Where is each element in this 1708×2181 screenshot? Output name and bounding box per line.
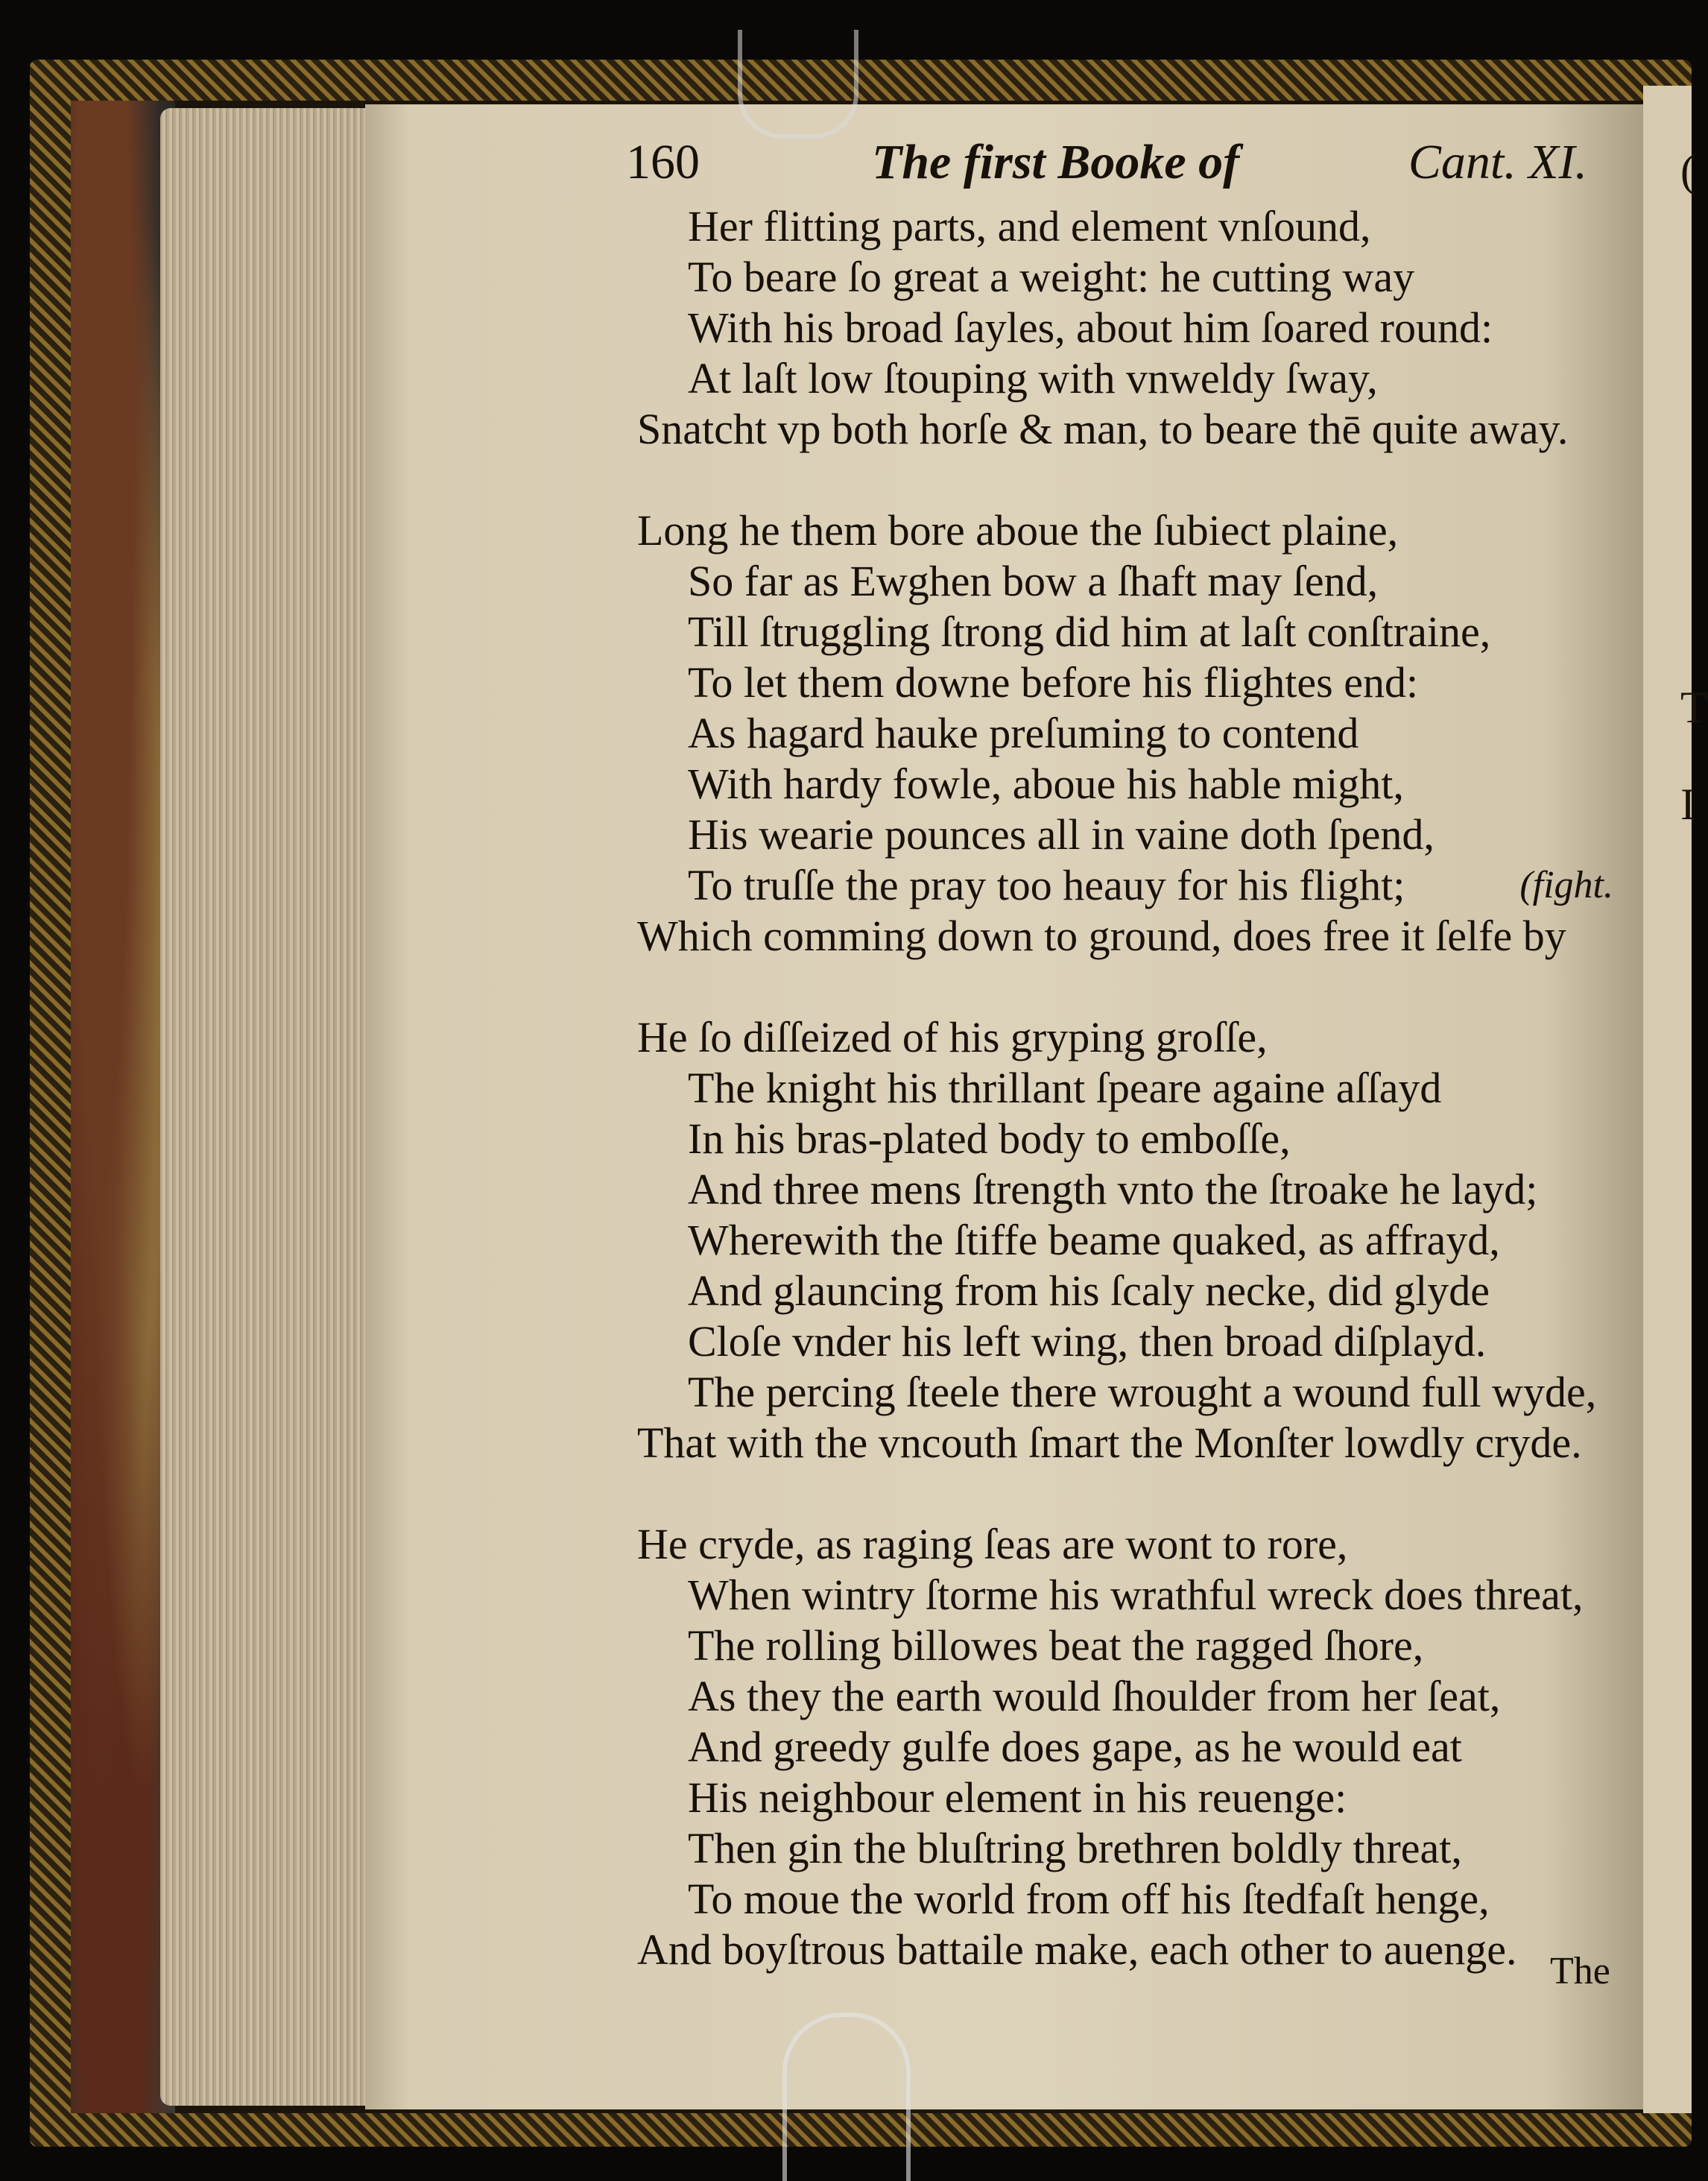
running-title: The first Booke of — [872, 135, 1240, 189]
catchword: The — [1550, 1950, 1610, 1992]
verse-line: In his bras-plated body to emboſſe, — [688, 1114, 1291, 1163]
verse-line: As hagard hauke preſuming to contend — [688, 709, 1359, 757]
stanza — [637, 505, 1613, 962]
verse-line: His neighbour element in his reuenge: — [688, 1773, 1347, 1822]
verse-line: He ſo diſſeized of his gryping groſſe, — [637, 1013, 1268, 1061]
facing-page-letter: I — [1680, 780, 1695, 829]
stanza — [637, 201, 1613, 455]
verse-line: The rolling billowes beat the ragged ſhore, — [688, 1621, 1424, 1670]
page-header — [626, 134, 1587, 201]
verse-line: The knight his thrillant ſpeare againe aſſayd — [688, 1064, 1442, 1112]
facing-page-letter: ( — [1680, 146, 1695, 195]
turnover-word: (fight. — [1519, 864, 1613, 906]
verse-line: To beare ſo great a weight: he cutting way — [688, 253, 1415, 301]
canto-label: Cant. XI. — [1408, 135, 1587, 189]
page-edges — [160, 108, 399, 2106]
stanza — [637, 1519, 1613, 1975]
verse-line: And boyſtrous battaile make, each other to auenge. — [637, 1925, 1517, 1974]
verse-line — [637, 860, 1613, 911]
verse-line: To let them downe before his flightes end: — [688, 658, 1419, 707]
page-clip-top — [738, 30, 858, 139]
verse-line: When wintry ſtorme his wrathful wreck does threat, — [688, 1571, 1584, 1619]
verse-line: To moue the world from off his ſtedfaſt henge, — [688, 1875, 1490, 1923]
verse-line: Wherewith the ſtiffe beame quaked, as affrayd, — [688, 1216, 1500, 1264]
verse-line: With his broad ſayles, about him ſoared round: — [688, 303, 1493, 352]
facing-page-letter: T — [1680, 683, 1708, 732]
verse-line: And glauncing from his ſcaly necke, did glyde — [688, 1266, 1490, 1315]
verse-line: The percing ſteele there wrought a wound full wyde, — [688, 1368, 1597, 1416]
verse-line: Her flitting parts, and element vnſound, — [688, 202, 1371, 250]
verse-line: Till ſtruggling ſtrong did him at laſt conſtraine, — [688, 607, 1491, 656]
verse-line: With hardy fowle, aboue his hable might, — [688, 760, 1404, 808]
verse-line: Cloſe vnder his left wing, then broad diſplayd. — [688, 1317, 1487, 1366]
verse-line: Snatcht vp both horſe & man, to beare thē quite away. — [637, 405, 1569, 453]
verse-line: And greedy gulfe does gape, as he would eat — [688, 1723, 1462, 1771]
verse-line: Then gin the bluſtring brethren boldly threat, — [688, 1824, 1462, 1872]
verse-line: At laſt low ſtouping with vnweldy ſway, — [688, 354, 1378, 403]
marbled-endpaper — [71, 101, 175, 2113]
verse-line: Which comming down to ground, does free it ſelfe by — [637, 912, 1566, 960]
poem-text — [637, 201, 1613, 2026]
verse-line: So far as Ewghen bow a ſhaft may ſend, — [688, 557, 1379, 605]
verse-line-text: To truſſe the pray too heauy for his flight; — [688, 861, 1405, 909]
verse-line: Long he them bore aboue the ſubiect plaine, — [637, 506, 1399, 555]
verse-line: As they the earth would ſhoulder from her ſeat, — [688, 1672, 1501, 1720]
verse-line: His wearie pounces all in vaine doth ſpend, — [688, 810, 1435, 859]
verse-line: He cryde, as raging ſeas are wont to rore, — [637, 1520, 1348, 1568]
page-clip-bottom — [782, 2013, 911, 2181]
facing-page-edge — [1643, 86, 1708, 2113]
stanza — [637, 1012, 1613, 1468]
page-number: 160 — [626, 135, 700, 189]
verse-line: And three mens ſtrength vnto the ſtroake he layd; — [688, 1165, 1538, 1213]
verse-line: That with the vncouth ſmart the Monſter lowdly cryde. — [637, 1418, 1582, 1467]
